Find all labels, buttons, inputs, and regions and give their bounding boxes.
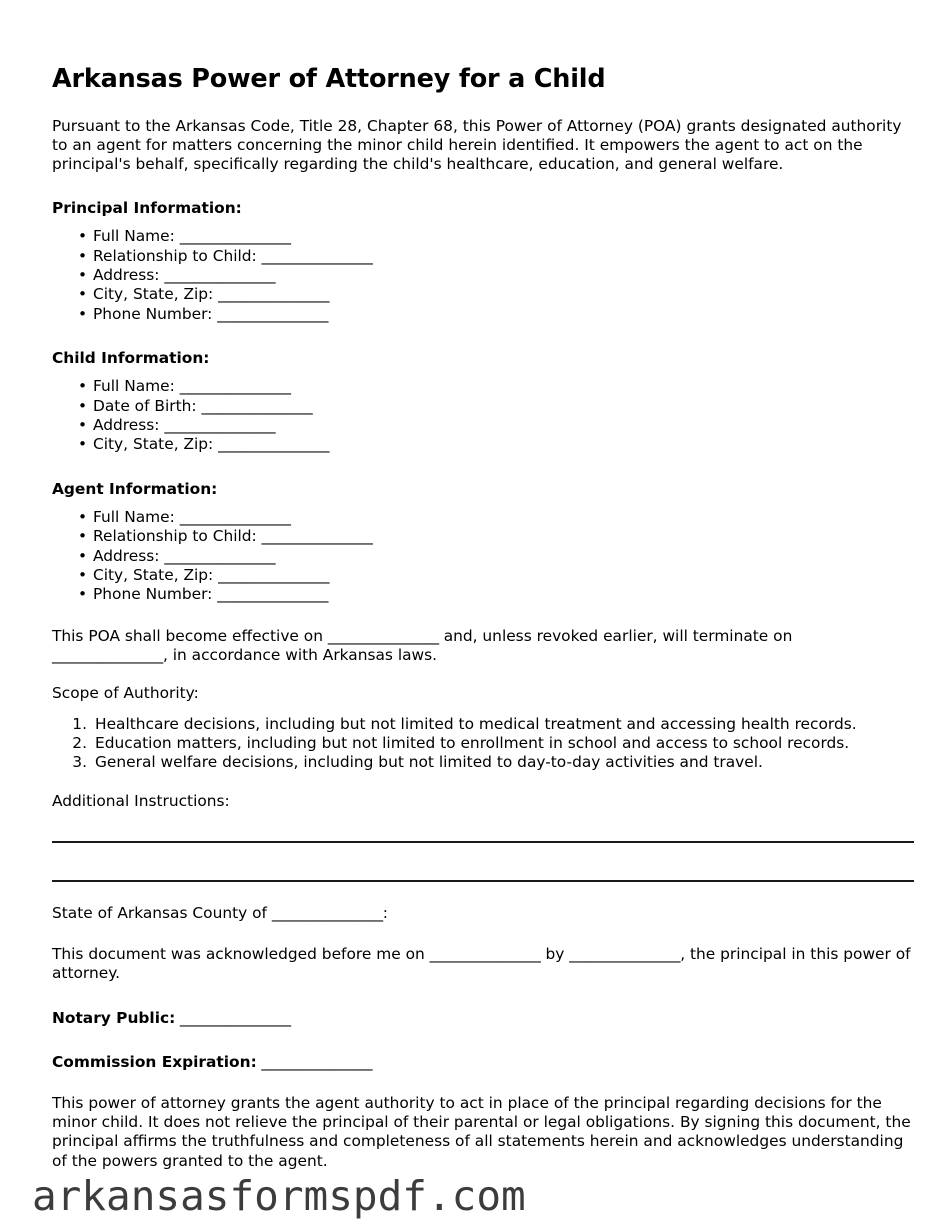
field-label: Relationship to Child: xyxy=(93,246,257,265)
county-line-text-2: : xyxy=(382,903,388,922)
field-blank[interactable]: _______________ xyxy=(217,304,329,323)
county-line-text-1: State of Arkansas County of xyxy=(52,903,272,922)
commission-expiration-label: Commission Expiration: xyxy=(52,1052,257,1071)
list-item xyxy=(52,585,913,604)
field-label: Address: xyxy=(93,266,160,285)
field-label: Full Name: xyxy=(93,377,175,396)
termination-date-blank[interactable]: _______________ xyxy=(52,646,163,665)
closing-paragraph: This power of attorney grants the agent authority to act in place of the principal regarding decisions for the minor child. It does not relieve the principal of their parental or legal obligations. By signing this document, the principal affirms the truthfulness and completeness of all statements herein and acknowledges understanding of the powers granted to the agent. xyxy=(52,1093,911,1170)
field-blank[interactable]: _______________ xyxy=(179,227,291,246)
acknowledgment-paragraph xyxy=(52,945,913,983)
list-item: General welfare decisions, including but not limited to day-to-day activities and travel. xyxy=(95,753,763,772)
list-item xyxy=(52,527,913,546)
field-blank[interactable]: _______________ xyxy=(261,246,373,265)
field-label: Address: xyxy=(93,546,160,565)
field-label: Full Name: xyxy=(93,507,175,526)
list-item xyxy=(52,227,913,246)
acknowledgment-text-3: , the principal in this power of attorney. xyxy=(52,945,911,983)
effective-clause-text-2: and, unless revoked earlier, will terminate on xyxy=(438,626,793,645)
acknowledgment-text-2: by xyxy=(540,945,570,964)
list-item xyxy=(52,285,913,304)
field-label: Address: xyxy=(93,416,160,435)
write-in-rule-1[interactable] xyxy=(52,841,914,843)
additional-instructions-heading: Additional Instructions: xyxy=(52,791,230,810)
field-label: City, State, Zip: xyxy=(93,566,214,585)
notary-public-line xyxy=(52,1009,913,1028)
field-label: Date of Birth: xyxy=(93,396,197,415)
acknowledgment-text-1: This document was acknowledged before me on xyxy=(52,945,430,964)
effective-date-blank[interactable]: _______________ xyxy=(327,626,439,645)
list-item xyxy=(52,435,913,454)
list-item xyxy=(52,566,913,585)
county-blank[interactable]: _______________ xyxy=(271,903,383,922)
field-blank[interactable]: _______________ xyxy=(218,285,330,304)
field-label: Phone Number: xyxy=(93,304,213,323)
field-label: City, State, Zip: xyxy=(93,285,214,304)
field-blank[interactable]: _______________ xyxy=(164,266,276,285)
principal-field-list xyxy=(52,227,913,324)
principal-information-heading: Principal Information: xyxy=(52,199,242,218)
site-watermark xyxy=(32,1172,526,1220)
list-item xyxy=(52,416,913,435)
scope-of-authority-list xyxy=(52,715,913,773)
effective-clause-text-3: , in accordance with Arkansas laws. xyxy=(162,646,438,665)
list-item xyxy=(52,247,913,266)
field-blank[interactable]: _______________ xyxy=(179,507,291,526)
field-label: Relationship to Child: xyxy=(93,527,257,546)
field-blank[interactable]: _______________ xyxy=(261,527,373,546)
field-label: Phone Number: xyxy=(93,585,213,604)
field-blank[interactable]: _______________ xyxy=(201,396,313,415)
additional-instructions-write-area xyxy=(52,841,913,882)
child-field-list xyxy=(52,377,913,455)
field-blank[interactable]: _______________ xyxy=(179,377,291,396)
page-title: Arkansas Power of Attorney for a Child xyxy=(52,64,606,94)
field-blank[interactable]: _______________ xyxy=(218,435,330,454)
field-blank[interactable]: _______________ xyxy=(218,566,330,585)
field-blank[interactable]: _______________ xyxy=(164,546,276,565)
scope-of-authority-heading: Scope of Authority: xyxy=(52,684,199,703)
effective-clause-paragraph xyxy=(52,627,913,665)
notary-public-label: Notary Public: xyxy=(52,1008,176,1027)
field-blank[interactable]: _______________ xyxy=(164,416,276,435)
list-item xyxy=(52,305,913,324)
field-label: City, State, Zip: xyxy=(93,435,214,454)
intro-paragraph: Pursuant to the Arkansas Code, Title 28, Chapter 68, this Power of Attorney (POA) grants designated authority to an agent for matters concerning the minor child herein identified. It empowers the agent to act on the principal's behalf, specifically regarding the child's healthcare, education, and general welfare. xyxy=(52,116,902,173)
list-item xyxy=(52,266,913,285)
list-item: Education matters, including but not limited to enrollment in school and access to school records. xyxy=(95,733,850,752)
field-blank[interactable]: _______________ xyxy=(217,585,329,604)
list-item xyxy=(52,397,913,416)
agent-field-list xyxy=(52,508,913,605)
notary-public-blank[interactable]: _______________ xyxy=(175,1008,291,1027)
list-item xyxy=(52,547,913,566)
child-information-heading: Child Information: xyxy=(52,349,210,368)
write-in-rule-2[interactable] xyxy=(52,880,914,882)
acknowledgment-name-blank[interactable]: _______________ xyxy=(569,945,681,964)
acknowledgment-date-blank[interactable]: _______________ xyxy=(429,945,541,964)
list-item: Healthcare decisions, including but not limited to medical treatment and accessing health records. xyxy=(95,714,857,733)
agent-information-heading: Agent Information: xyxy=(52,479,218,498)
site-watermark-text: arkansasformspdf.com xyxy=(32,1172,526,1220)
commission-expiration-blank[interactable]: _______________ xyxy=(256,1052,373,1071)
list-item xyxy=(52,377,913,396)
effective-clause-text-1: This POA shall become effective on xyxy=(52,626,328,645)
county-line xyxy=(52,904,913,923)
field-label: Full Name: xyxy=(93,227,175,246)
commission-expiration-line xyxy=(52,1053,913,1072)
list-item xyxy=(52,508,913,527)
